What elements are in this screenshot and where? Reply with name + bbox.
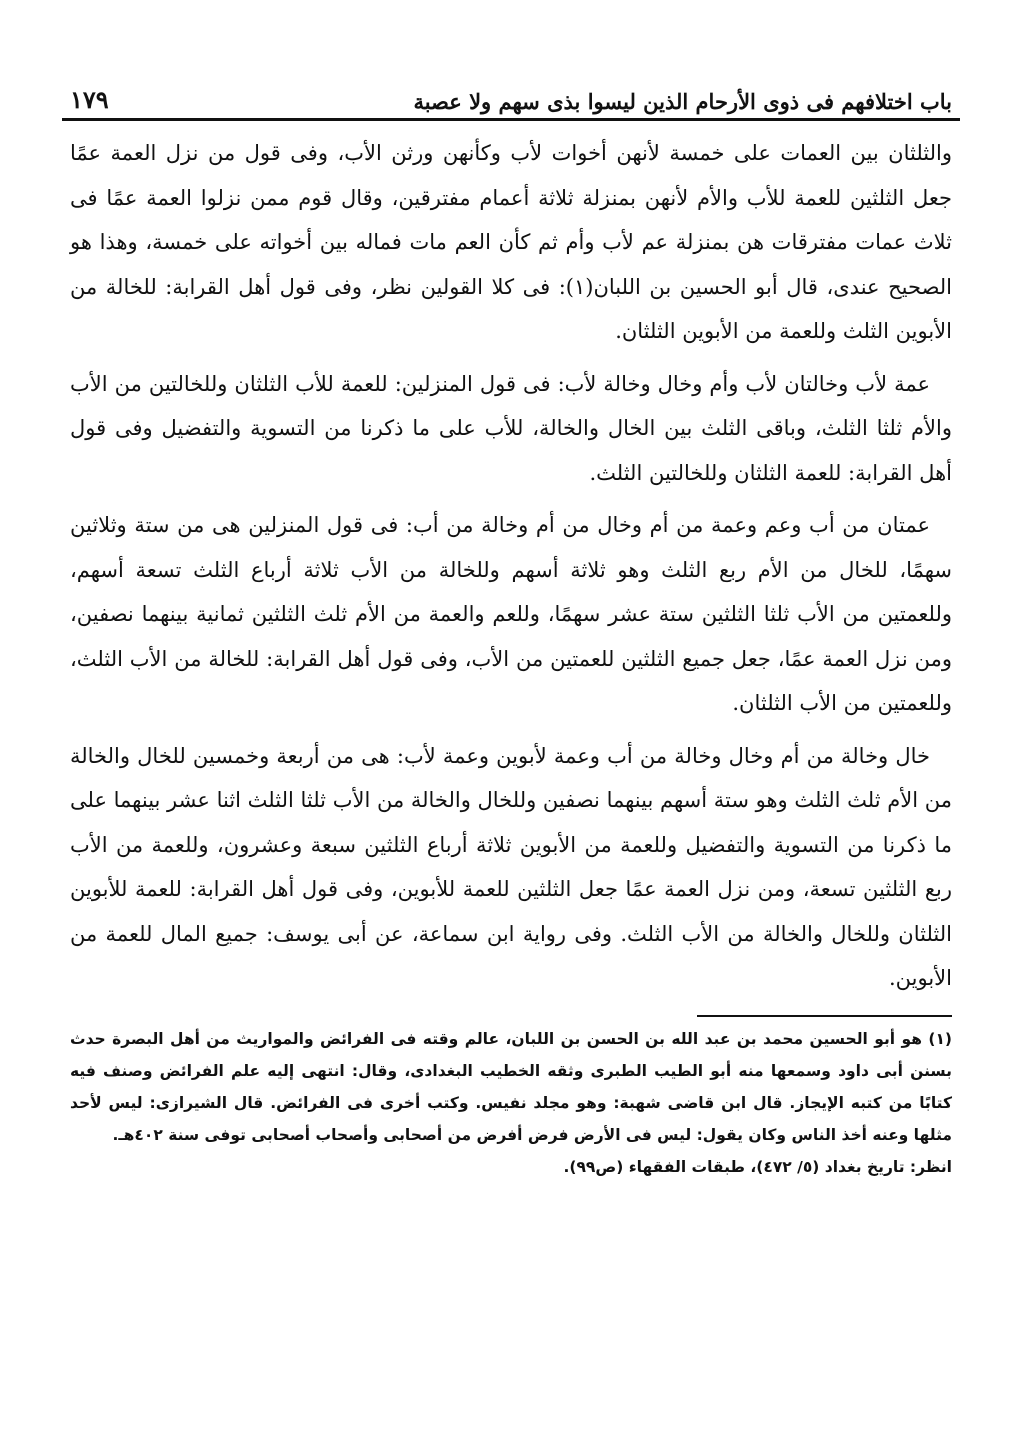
footnote [62,1023,960,1183]
footnote-separator [697,1015,952,1017]
footnote-line: انظر: تاريخ بغداد (٥/ ٤٧٢)، طبقات الفقهاء (ص٩٩). [563,1157,952,1176]
paragraph: والثلثان بين العمات على خمسة لأنهن أخوات لأب وكأنهن ورثن الأب، وفى قول من نزل العمة عمًا جعل الثلثين للعمة للأب والأم لأنهن بمنزلة ثلاثة أعمام مفترقين، وقال قوم ممن نزلوا العمة عمًا فى ثلاث عمات مفترقات هن بمنزلة عم لأب وأم ثم كأن العم مات فماله بين أخواته على خمسة، وهذا هو الصحيح عندى، قال أبو الحسين بن اللبان(١): فى كلا القولين نظر، وفى قول أهل القرابة: للخالة من الأبوين الثلث وللعمة من الأبوين الثلثان. [70,141,953,343]
header-rule [62,118,960,121]
footnote-line: (١) هو أبو الحسين محمد بن عبد الله بن الحسن بن اللبان، عالم وقته فى الفرائض والمواريث من أهل البصرة حدث بسنن أبى داود وسمعها منه أبو الطيب الطبرى وثقه الخطيب البغدادى، وقال: انتهى إليه علم الفرائض وصنف فيه كتابًا من كتبه الإيجاز. قال ابن قاضى شهبة: وهو مجلد نفيس. وكتب أخرى فى الفرائض. قال الشيرازى: ليس لأحد مثلها وعنه أخذ الناس وكان يقول: ليس فى الأرض فرض أفرض من أصحابى وأصحاب أصحابى توفى سنة ٤٠٢هـ. [70,1029,952,1144]
paragraph: خال وخالة من أم وخال وخالة من أب وعمة لأبوين وعمة لأب: هى من أربعة وخمسين للخال والخالة من الأم ثلث الثلث وهو ستة أسهم بينهما نصفين وللخال والخالة من الأب ثلثا الثلث اثنا عشر بينهما على ما ذكرنا من التسوية والتفضيل وللعمة من الأبوين ثلاثة أرباع الثلثين سبعة وعشرون، وللعمة من الأب ربع الثلثين تسعة، ومن نزل العمة عمًا جعل الثلثين للعمة للأبوين، وفى قول أهل القرابة: للعمة للأبوين الثلثان وللخال والخالة من الأب الثلث. وفى رواية ابن سماعة، عن أبى يوسف: جميع المال للعمة من الأبوين. [69,743,952,990]
page-number: ١٧٩ [70,85,109,114]
paragraph: عمة لأب وخالتان لأب وأم وخال وخالة لأب: فى قول المنزلين: للعمة للأب الثلثان وللخالتين من الأب والأم ثلثا الثلث، وباقى الثلث بين الخال والخالة، للأب على ما ذكرنا من التسوية والتفضيل وفى قول أهل القرابة: للعمة الثلثان وللخالتين الثلث. [70,371,952,485]
paragraph: عمتان من أب وعم وعمة من أم وخال من أم وخالة من أب: فى قول المنزلين هى من ستة وثلاثين سهمًا، للخال من الأم ربع الثلث وهو ثلاثة أسهم وللخالة من الأب ثلاثة أرباع الثلث تسعة أسهم، وللعمتين من الأب ثلثا الثلثين ستة عشر سهمًا، وللعم والعمة من الأم ثلث الثلثين ثمانية بينهما نصفين، ومن نزل العمة عمًا، جعل جميع الثلثين للعمتين من الأب، وفى قول أهل القرابة: للخالة من الأب الثلث، وللعمتين من الأب الثلثان. [70,513,952,715]
main-text [62,131,960,1001]
page-header [62,78,960,114]
running-title: باب اختلافهم فى ذوى الأرحام الذين ليسوا بذى سهم ولا عصبة [413,89,952,114]
book-page [62,78,960,1183]
